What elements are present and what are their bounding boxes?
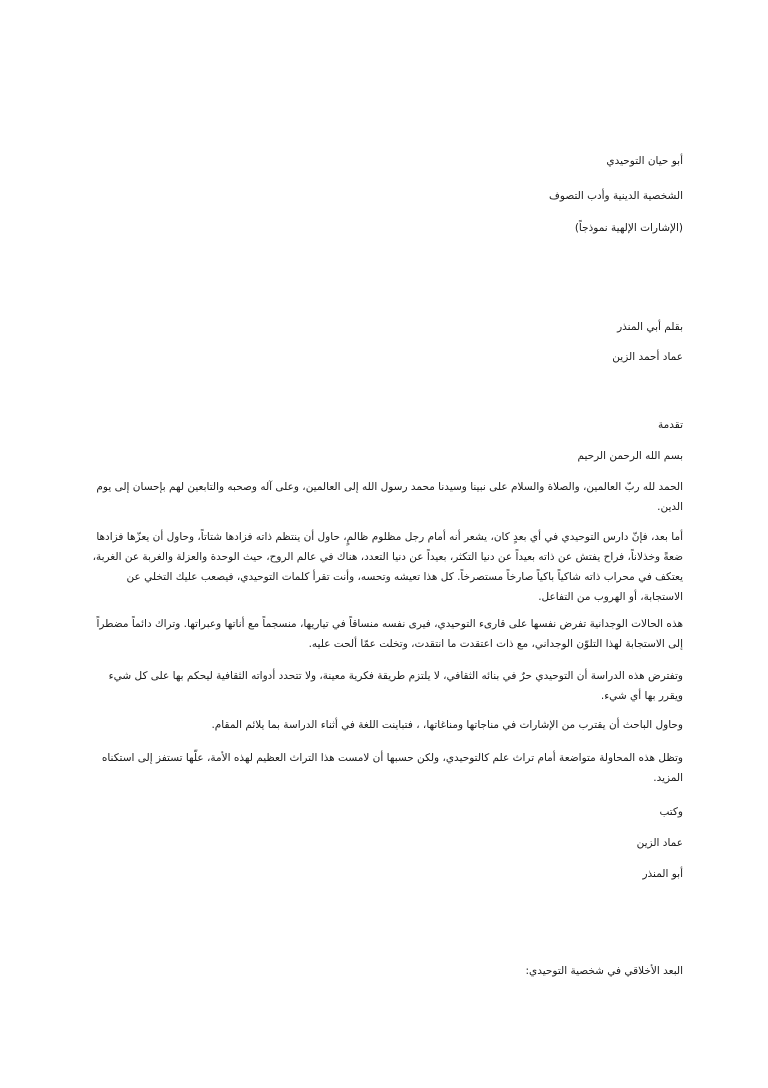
paragraph-text: وتظل هذه المحاولة متواضعة أمام تراث علم كالتوحيدي، ولكن حسبها أن لامست هذا التراث العظيم لهذه الأمة، علّها تستفز إلى استكناه المزيد. (101, 752, 683, 784)
section-heading: البعد الأخلاقي في شخصية التوحيدي: (525, 965, 683, 977)
book-subtitle: الشخصية الدينية وأدب التصوف (549, 190, 683, 202)
paragraph-text: وحاول الباحث أن يقترب من الإشارات في مناجاتها ومناغاتها، ، فتباينت اللغة في أثناء الدراسة بما يلائم المقام. (211, 719, 683, 731)
closing-wrote: وكتب (659, 806, 683, 818)
paragraph-text: أما بعد، فإنّ دارس التوحيدي في أي بعدٍ كان، يشعر أنه أمام رجل مظلوم ظالمٍ، حاول أن ينتظم ذاته فزادها شتاتاً، وحاول أن يعزّها فزادها ضعةً وخذلاناً، فراح يفتش عن ذاته بعيداً عن دنيا التكثر، بعيداً عن دنيا التعدد، هناك في عالم الروح، حيث الوحدة والعزلة والغربة عن الغربة، يعتكف في محراب ذاته شاكياً باكياً صارخاً مستصرخاً. كل هذا تعيشه وتحسه، وأنت تقرأ كلمات التوحيدي، فيصعب عليك التخلي عن الاستجابة، أو الهروب من التفاعل. (92, 531, 683, 603)
paragraph-approach (83, 715, 683, 735)
closing-name: عماد الزين (636, 837, 683, 849)
paragraph-humility (83, 748, 683, 788)
basmala: بسم الله الرحمن الرحيم (577, 450, 683, 462)
paragraph-hypothesis (83, 666, 683, 706)
paragraph-text: هذه الحالات الوجدانية تفرض نفسها على قارىء التوحيدي، فيرى نفسه منساقاً في تياريها، منسجماً مع أناتها وعبراتها. وتراك دائماً مضطراً إلى الاستجابة لهذا التلوّن الوجداني، مع ذات اعتقدت ما انتقدت، وتخلت عمّا ألحت عليه. (96, 618, 683, 650)
paragraph-text: الحمد لله ربّ العالمين، والصلاة والسلام على نبينا وسيدنا محمد رسول الله إلى العالمين، وعلى آله وصحبه والتابعين لهم بإحسان إلى يوم الدين. (96, 481, 683, 513)
byline-author: عماد أحمد الزين (612, 351, 683, 363)
intro-heading: تقدمة (658, 419, 683, 431)
paragraph-emotional-states (83, 614, 683, 654)
closing-kunya: أبو المنذر (642, 868, 683, 880)
book-subtitle-note: (الإشارات الإلهية نموذجاً) (574, 222, 683, 234)
byline-label: بقلم أبي المنذر (617, 321, 683, 333)
paragraph-opening (83, 527, 683, 607)
paragraph-praise (83, 477, 683, 517)
author-name: أبو حيان التوحيدي (606, 155, 683, 167)
paragraph-text: وتفترض هذه الدراسة أن التوحيدي حرٌ في بنائه الثقافي، لا يلتزم طريقة فكرية معينة، ولا تتحدد أدواته الثقافية ليحكم بها على كل شيء ويقرر بها أي شيء. (108, 670, 683, 702)
